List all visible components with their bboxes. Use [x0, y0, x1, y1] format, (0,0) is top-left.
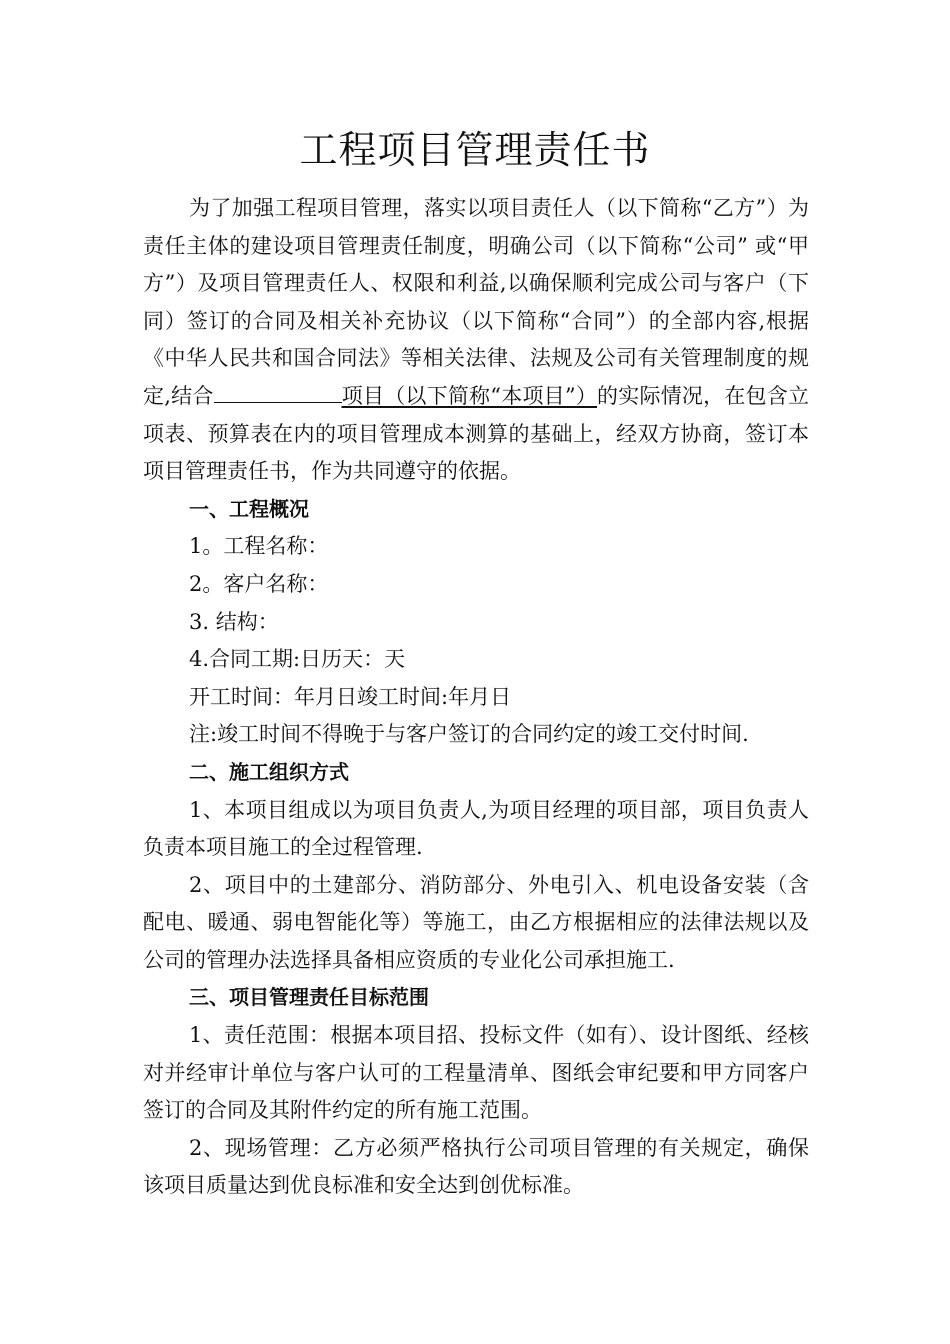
organization-paragraph-2: 2、项目中的土建部分、消防部分、外电引入、机电设备安装（含配电、暖通、弱电智能化等）等施工，由乙方根据相应的法律法规以及公司的管理办法选择具备相应资质的专业化公司承担施工. — [143, 872, 809, 972]
structure-item: 3. 结构： — [189, 609, 279, 634]
scope-paragraph-2: 2、现场管理：乙方必须严格执行公司项目管理的有关规定，确保该项目质量达到优良标准和安全达到创优标准。 — [143, 1135, 809, 1198]
organization-paragraph-1: 1、本项目组成以为项目负责人,为项目经理的项目部，项目负责人负责本项目施工的全过程管理. — [143, 797, 809, 860]
intro-text-part2: 项目（以下简称“本项目”） — [341, 383, 598, 408]
start-end-time-item: 开工时间：年月日竣工时间:年月日 — [189, 684, 512, 709]
project-name-blank — [214, 382, 342, 403]
document-title: 工程项目管理责任书 — [299, 128, 651, 172]
completion-note-item: 注:竣工时间不得晚于与客户签订的合同约定的竣工交付时间. — [189, 722, 749, 747]
contract-period-item: 4.合同工期:日历天：天 — [189, 647, 406, 672]
scope-paragraph-1: 1、责任范围：根据本项目招、投标文件（如有）、设计图纸、经核对并经审计单位与客户认可的工程量清单、图纸会审纪要和甲方同客户签订的合同及其附件约定的所有施工范围。 — [143, 1023, 809, 1123]
section-heading-organization: 二、施工组织方式 — [189, 759, 349, 784]
intro-text-part1: 为了加强工程项目管理，落实以项目责任人（以下简称“乙方”）为责任主体的建设项目管理责任制度，明确公司（以下简称“公司” 或“甲方”）及项目管理责任人、权限和利益,以确保顺利完成公司与客户（下同）签订的合同及相关补充协议（以下简称“合同”）的全部内容,根据《中华人民共和国合同法》等相关法律、法规及公司有关管理制度的规定,结合 — [143, 196, 809, 408]
project-name-item: 1。工程名称： — [189, 534, 329, 559]
intro-text-part3: 的实际情况，在包含立项表、预算表在内的项目管理成本测算的基础上，经双方协商，签订本项目管理责任书，作为共同遵守的依据。 — [143, 383, 809, 484]
client-name-item: 2。客户名称： — [189, 571, 329, 596]
section-heading-overview: 一、工程概况 — [189, 496, 309, 521]
document-body — [143, 190, 809, 1205]
intro-paragraph — [143, 190, 809, 491]
section-heading-scope: 三、项目管理责任目标范围 — [189, 985, 429, 1010]
